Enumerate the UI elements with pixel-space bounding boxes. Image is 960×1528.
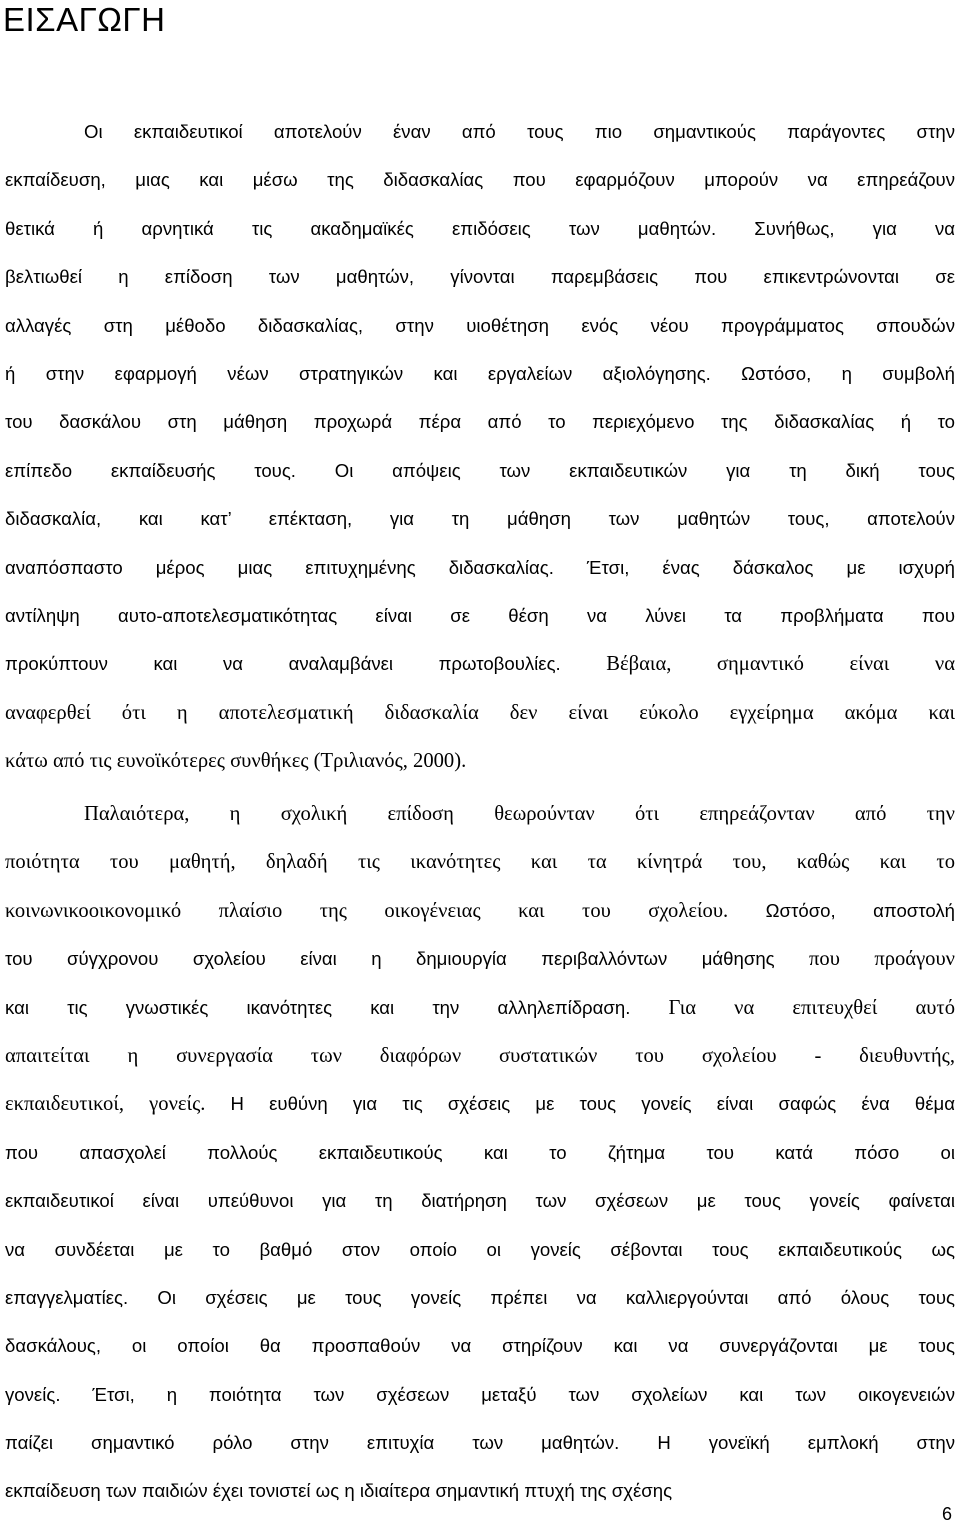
paragraph-2 [5,790,955,1516]
text-segment: του δασκάλου στη μάθηση προχωρά πέρα από το περιεχόμενο της διδασκαλίας ή το [5,411,955,433]
text-segment: εκπαιδευτικοί είναι υπεύθυνοι για τη διατήρηση των σχέσεων με τους γονείς φαίνεται [5,1190,955,1212]
text-line [5,640,955,688]
text-line [5,737,955,785]
text-segment: Βέβαια, σημαντικό είναι να [560,653,955,676]
text-line [5,302,955,350]
text-segment: δασκάλους, οι οποίοι θα προσπαθούν να στηρίζουν και να συνεργάζονται με τους [5,1335,955,1357]
text-line [5,1467,955,1515]
text-segment: θετικά ή αρνητικά τις ακαδημαϊκές επιδόσεις των μαθητών. Συνήθως, για να [5,217,955,239]
text-segment: που προάγουν [774,948,955,971]
text-line [5,544,955,592]
text-line [5,1274,955,1322]
text-line [5,887,955,935]
text-line [5,398,955,446]
text-segment: εκπαίδευση, μιας και μέσω της διδασκαλίας που εφαρμόζουν μπορούν να επηρεάζουν [5,169,955,191]
text-segment: Οι εκπαιδευτικοί αποτελούν έναν από τους πιο σημαντικούς παράγοντες στην [84,121,955,142]
text-segment: εκπαίδευση των παιδιών έχει τονιστεί ως η ιδιαίτερα σημαντική πτυχή της σχέσης [5,1480,673,1502]
text-line [5,592,955,640]
text-segment: αλλαγές στη μέθοδο διδασκαλίας, στην υιοθέτηση ενός νέου προγράμματος σπουδών [5,314,955,336]
text-segment: διδασκαλία, και κατ’ επέκταση, για τη μάθηση των μαθητών τους, αποτελούν [5,508,955,530]
text-segment: αντίληψη αυτο-αποτελεσματικότητας είναι σε θέση να λύνει τα προβλήματα που [5,604,955,626]
text-segment: επαγγελματίες. Οι σχέσεις με τους γονείς πρέπει να καλλιεργούνται από όλους τους [5,1286,955,1308]
text-segment: Ωστόσο, αποστολή [728,899,955,921]
text-segment: Παλαιότερα, η σχολική επίδοση θεωρούνταν ότι επηρεάζονταν από την [84,803,955,825]
text-line [5,1129,955,1177]
text-segment: παίζει σημαντικό ρόλο στην επιτυχία των μαθητών. Η γονεϊκή εμπλοκή στην [5,1432,955,1454]
text-segment: Η ευθύνη για τις σχέσεις με τους γονείς είναι σαφώς ένα θέμα [205,1093,955,1115]
text-line [5,447,955,495]
text-segment: ή στην εφαρμογή νέων στρατηγικών και εργαλείων αξιολόγησης. Ωστόσο, η συμβολή [5,362,955,384]
text-segment: γονείς. Έτσι, η ποιότητα των σχέσεων μεταξύ των σχολείων και των οικογενειών [5,1383,955,1405]
text-segment: να συνδέεται με το βαθμό στον οποίο οι γονείς σέβονται τους εκπαιδευτικούς ως [5,1238,955,1260]
text-line [5,495,955,543]
text-segment: προκύπτουν και να αναλαμβάνει πρωτοβουλίες. [5,653,561,675]
text-line [5,838,955,886]
text-segment: του σύγχρονου σχολείου είναι η δημιουργία περιβαλλόντων μάθησης [5,948,775,970]
text-line [5,1322,955,1370]
text-segment: Για να επιτευχθεί αυτό [630,996,956,1019]
text-line [5,253,955,301]
text-segment: αναφερθεί ότι η αποτελεσματική διδασκαλία δεν είναι εύκολο εγχείρημα ακόμα και [5,701,955,724]
text-line [5,1080,955,1128]
text-segment: απαιτείται η συνεργασία των διαφόρων συστατικών του σχολείου - διευθυντής, [5,1044,955,1067]
text-segment: επίπεδο εκπαίδευσής τους. Οι απόψεις των εκπαιδευτικών για τη δική τους [5,459,955,481]
text-segment: βελτιωθεί η επίδοση των μαθητών, γίνονται παρεμβάσεις που επικεντρώνονται σε [5,266,955,288]
text-line [5,1032,955,1080]
paragraph-1 [5,108,955,785]
text-line [5,1419,955,1467]
text-line [5,205,955,253]
text-segment: ποιότητα του μαθητή, δηλαδή τις ικανότητες και τα κίνητρά του, καθώς και το [5,851,955,874]
text-line [5,108,955,156]
text-line [5,350,955,398]
text-line [5,1371,955,1419]
text-line [5,984,955,1032]
text-line [5,790,955,838]
text-line [5,1177,955,1225]
text-line [5,1226,955,1274]
page-title: ΕΙΣΑΓΩΓΗ [3,1,166,38]
text-line [5,935,955,983]
text-segment: αναπόσπαστο μέρος μιας επιτυχημένης διδασκαλίας. Έτσι, ένας δάσκαλος με ισχυρή [5,556,955,578]
text-segment: κάτω από τις ευνοϊκότερες συνθήκες (Τριλιανός, 2000). [5,750,467,773]
text-segment: που απασχολεί πολλούς εκπαιδευτικούς και το ζήτημα του κατά πόσο οι [5,1141,955,1163]
text-segment: εκπαιδευτικοί, γονείς. [5,1093,206,1116]
text-line [5,156,955,204]
page-number: 6 [941,1504,952,1524]
text-segment: κοινωνικοοικονομικό πλαίσιο της οικογένειας και του σχολείου. [5,899,729,922]
text-line [5,689,955,737]
text-segment: και τις γνωστικές ικανότητες και την αλληλεπίδραση. [5,996,631,1018]
